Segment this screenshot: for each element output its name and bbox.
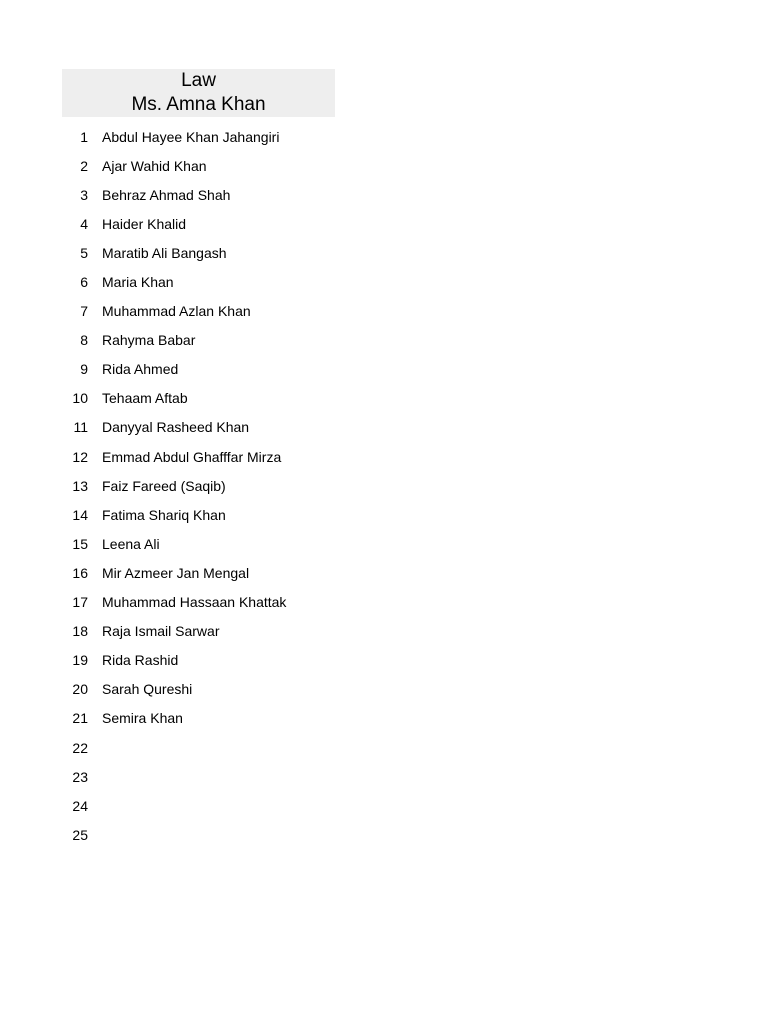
- row-number: 10: [72, 390, 88, 407]
- student-row: [62, 529, 335, 558]
- student-row: [62, 442, 335, 471]
- subject-title: Law: [181, 70, 216, 91]
- student-row: [62, 646, 335, 675]
- student-list: [62, 122, 335, 849]
- row-number: 18: [72, 623, 88, 640]
- student-name: Ajar Wahid Khan: [102, 157, 207, 174]
- student-row: [62, 122, 335, 151]
- student-name: Tehaam Aftab: [102, 390, 188, 407]
- row-number: 24: [72, 797, 88, 814]
- student-row: [62, 209, 335, 238]
- student-row: [62, 238, 335, 267]
- student-row: [62, 733, 335, 762]
- student-row: [62, 297, 335, 326]
- student-row: [62, 791, 335, 820]
- row-number: 2: [80, 157, 88, 174]
- row-number: 19: [72, 652, 88, 669]
- row-number: 9: [80, 361, 88, 378]
- row-number: 20: [72, 681, 88, 698]
- row-number: 11: [73, 419, 88, 436]
- student-name: Rahyma Babar: [102, 332, 196, 349]
- student-row: [62, 588, 335, 617]
- row-number: 16: [72, 564, 88, 581]
- row-number: 8: [80, 332, 88, 349]
- student-row: [62, 762, 335, 791]
- student-name: Muhammad Azlan Khan: [102, 303, 251, 320]
- teacher-name: Ms. Amna Khan: [131, 94, 266, 115]
- row-number: 3: [80, 186, 88, 203]
- student-name: Maratib Ali Bangash: [102, 244, 227, 261]
- student-name: Haider Khalid: [102, 215, 187, 232]
- student-row: [62, 413, 335, 442]
- student-name: Rida Ahmed: [102, 361, 179, 378]
- student-name: Sarah Qureshi: [102, 681, 193, 698]
- student-name: Raja Ismail Sarwar: [102, 623, 220, 640]
- student-row: [62, 267, 335, 296]
- student-row: [62, 704, 335, 733]
- student-row: [62, 820, 335, 849]
- student-row: [62, 326, 335, 355]
- student-name: Danyyal Rasheed Khan: [102, 419, 250, 436]
- row-number: 25: [72, 826, 88, 843]
- row-number: 21: [72, 710, 88, 727]
- row-number: 22: [72, 739, 88, 756]
- student-name: Leena Ali: [102, 535, 160, 552]
- student-row: [62, 617, 335, 646]
- student-name: Abdul Hayee Khan Jahangiri: [102, 128, 280, 145]
- student-name: Mir Azmeer Jan Mengal: [102, 564, 250, 581]
- row-number: 7: [80, 303, 88, 320]
- row-number: 15: [72, 535, 88, 552]
- student-row: [62, 558, 335, 587]
- student-name: Semira Khan: [102, 710, 183, 727]
- row-number: 12: [72, 448, 88, 465]
- row-number: 23: [72, 768, 88, 785]
- student-name: Faiz Fareed (Saqib): [102, 477, 226, 494]
- student-row: [62, 384, 335, 413]
- student-row: [62, 675, 335, 704]
- row-number: 17: [72, 594, 88, 611]
- student-name: Maria Khan: [102, 274, 174, 291]
- student-name: Emmad Abdul Ghafffar Mirza: [102, 448, 282, 465]
- student-row: [62, 500, 335, 529]
- student-row: [62, 471, 335, 500]
- student-row: [62, 151, 335, 180]
- student-name: Fatima Shariq Khan: [102, 506, 226, 523]
- row-number: 13: [72, 477, 88, 494]
- class-header: [62, 69, 335, 117]
- student-name: Behraz Ahmad Shah: [102, 186, 231, 203]
- row-number: 6: [80, 274, 88, 291]
- student-row: [62, 355, 335, 384]
- row-number: 5: [80, 244, 88, 261]
- student-name: Muhammad Hassaan Khattak: [102, 594, 287, 611]
- row-number: 4: [80, 215, 88, 232]
- student-name: Rida Rashid: [102, 652, 179, 669]
- row-number: 14: [72, 506, 88, 523]
- student-row: [62, 180, 335, 209]
- row-number: 1: [80, 128, 88, 145]
